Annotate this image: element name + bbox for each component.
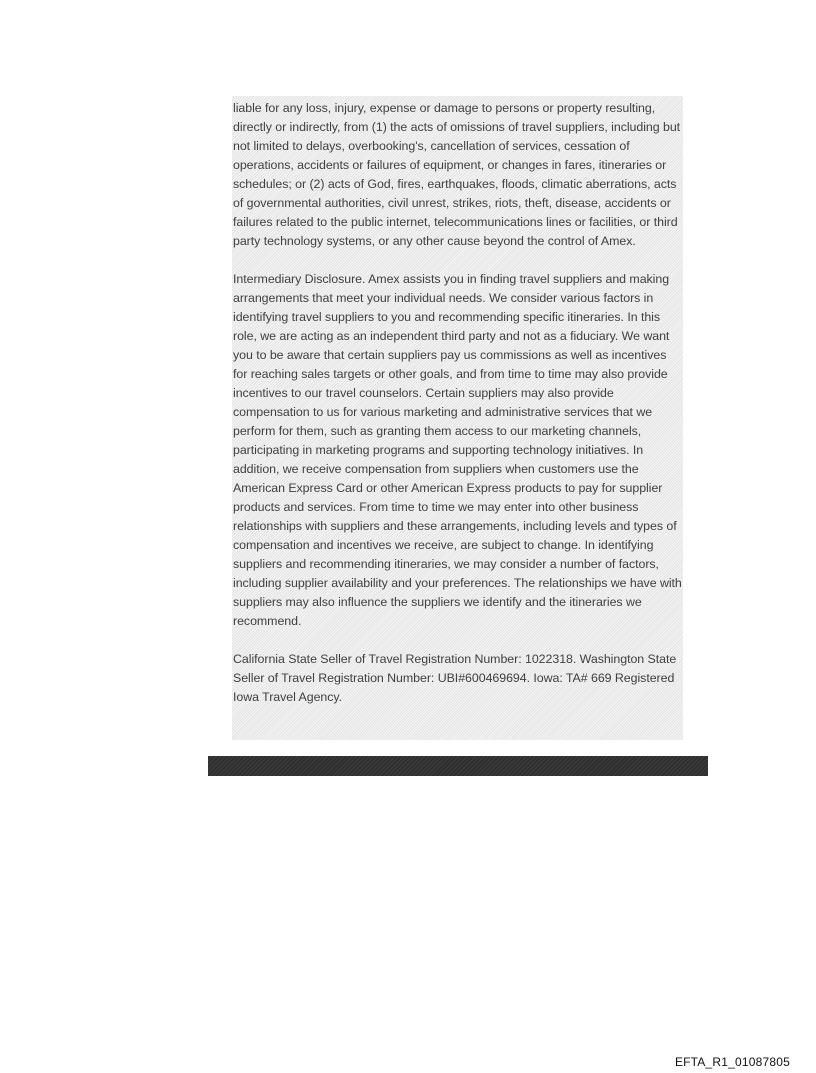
document-id: EFTA_R1_01087805 — [674, 1055, 790, 1069]
disclaimer-panel — [232, 96, 683, 740]
registration-paragraph: California State Seller of Travel Registration Number: 1022318. Washington State Seller of Travel Registration Number: UBI#600469694. Iowa: TA# 669 Registered Iowa Travel Agency. — [233, 652, 677, 704]
footer-bar — [208, 756, 708, 776]
liability-paragraph: liable for any loss, injury, expense or damage to persons or property resulting, directly or indirectly, from (1) the acts of omissions of travel suppliers, including but not limited to delays, overbooking's, cancellation of services, cessation of operations, accidents or failures of equipment, or changes in fares, itineraries or schedules; or (2) acts of God, fires, earthquakes, floods, climatic aberrations, acts of governmental authorities, civil unrest, strikes, riots, theft, disease, accidents or failures related to the public internet, telecommunications lines or facilities, or third party technology systems, or any other cause beyond the control of Amex. — [233, 101, 681, 248]
intermediary-disclosure-paragraph: Intermediary Disclosure. Amex assists you in finding travel suppliers and making arrangements that meet your individual needs. We consider various factors in identifying travel suppliers to you and recommending specific itineraries. In this role, we are acting as an independent third party and not as a fiduciary. We want you to be aware that certain suppliers pay us commissions as well as incentives for reaching sales targets or other goals, and from time to time may also provide incentives to our travel counselors. Certain suppliers may also provide compensation to us for various marketing and administrative services that we perform for them, such as granting them access to our marketing channels, participating in marketing programs and supporting technology initiatives. In addition, we receive compensation from suppliers when customers use the American Express Card or other American Express products to pay for supplier products and services. From time to time we may enter into other business relationships with suppliers and these arrangements, including levels and types of compensation and incentives we receive, are subject to change. In identifying suppliers and recommending itineraries, we may consider a number of factors, including supplier availability and your preferences. The relationships we have with suppliers may also influence the suppliers we identify and the itineraries we recommend. — [233, 272, 682, 628]
